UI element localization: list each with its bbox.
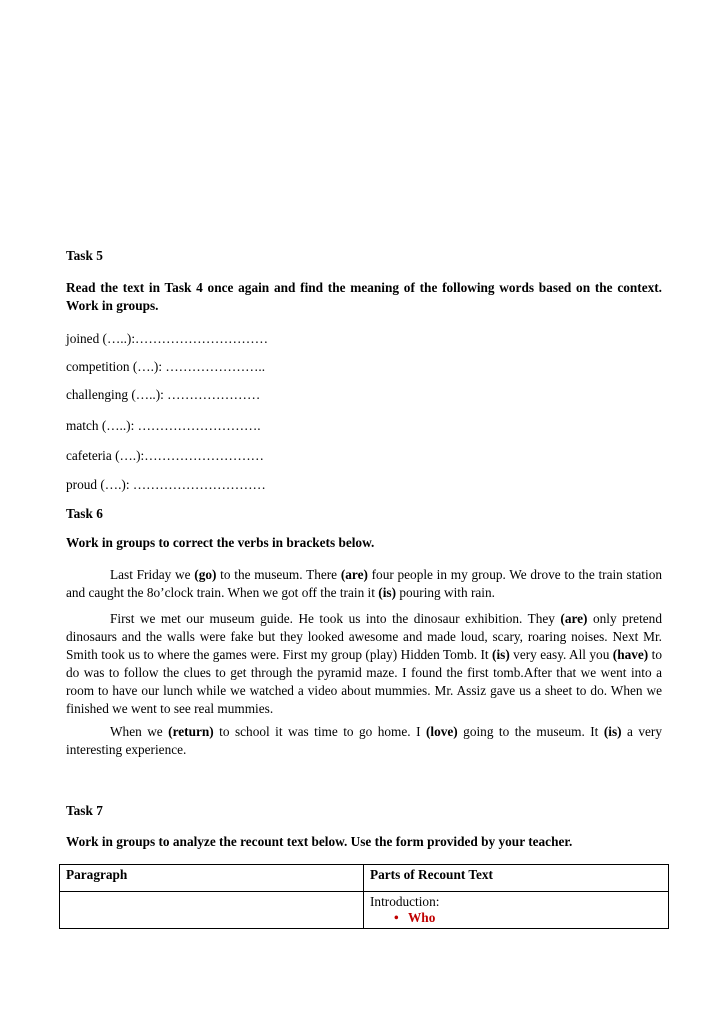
vocab-item: competition (….): ………………….. <box>66 359 266 374</box>
bullet-icon: • <box>394 910 399 925</box>
introduction-label: Introduction: <box>370 894 440 909</box>
task6-paragraph-1: Last Friday we (go) to the museum. There (are) four people in my group. We drove to the train station and caught the 8o’clock train. When we got off the train it (is) pouring with rain. <box>66 567 662 600</box>
bullet-item <box>370 910 662 926</box>
column-header-parts: Parts of Recount Text <box>364 865 669 892</box>
recount-analysis-table <box>59 864 669 929</box>
table-cell-paragraph <box>60 892 364 929</box>
vocab-item: match (…..): ………………………. <box>66 418 261 433</box>
column-header-paragraph: Paragraph <box>60 865 364 892</box>
vocab-item: challenging (…..): ………………… <box>66 387 261 402</box>
task6-title: Task 6 <box>66 506 103 521</box>
task6-instruction: Work in groups to correct the verbs in brackets below. <box>66 535 375 550</box>
task7-instruction: Work in groups to analyze the recount text below. Use the form provided by your teacher. <box>66 834 573 849</box>
table-header-row <box>60 865 669 892</box>
table-row <box>60 892 669 929</box>
vocab-item: cafeteria (….):……………………… <box>66 448 264 463</box>
vocab-item: joined (…..):………………………… <box>66 331 269 346</box>
task5-title: Task 5 <box>66 248 103 263</box>
vocab-item: proud (….): ………………………… <box>66 477 266 492</box>
bullet-text: Who <box>408 910 436 925</box>
task6-paragraph-3: When we (return) to school it was time to go home. I (love) going to the museum. It (is) a very interesting experience. <box>66 724 663 757</box>
task5-instruction: Read the text in Task 4 once again and find the meaning of the following words based on the context. Work in groups. <box>66 280 662 313</box>
task6-paragraph-2: First we met our museum guide. He took us into the dinosaur exhibition. They (are) only pretend dinosaurs and the walls were fake but they looked awesome and made loud, scary, roaring noises. Next Mr. Smith took us to where the games were. First my group (play) Hidden Tomb. It (is) very easy. All you (have) to do was to follow the clues to get through the pyramid maze. I found the first tomb.After that we went into a room to have our lunch while we watched a video about mummies. Mr. Assiz gave us a sheet to do. When we finished we went to see real mummies. <box>66 611 662 716</box>
table-cell-parts <box>364 892 669 929</box>
task7-title: Task 7 <box>66 803 103 818</box>
